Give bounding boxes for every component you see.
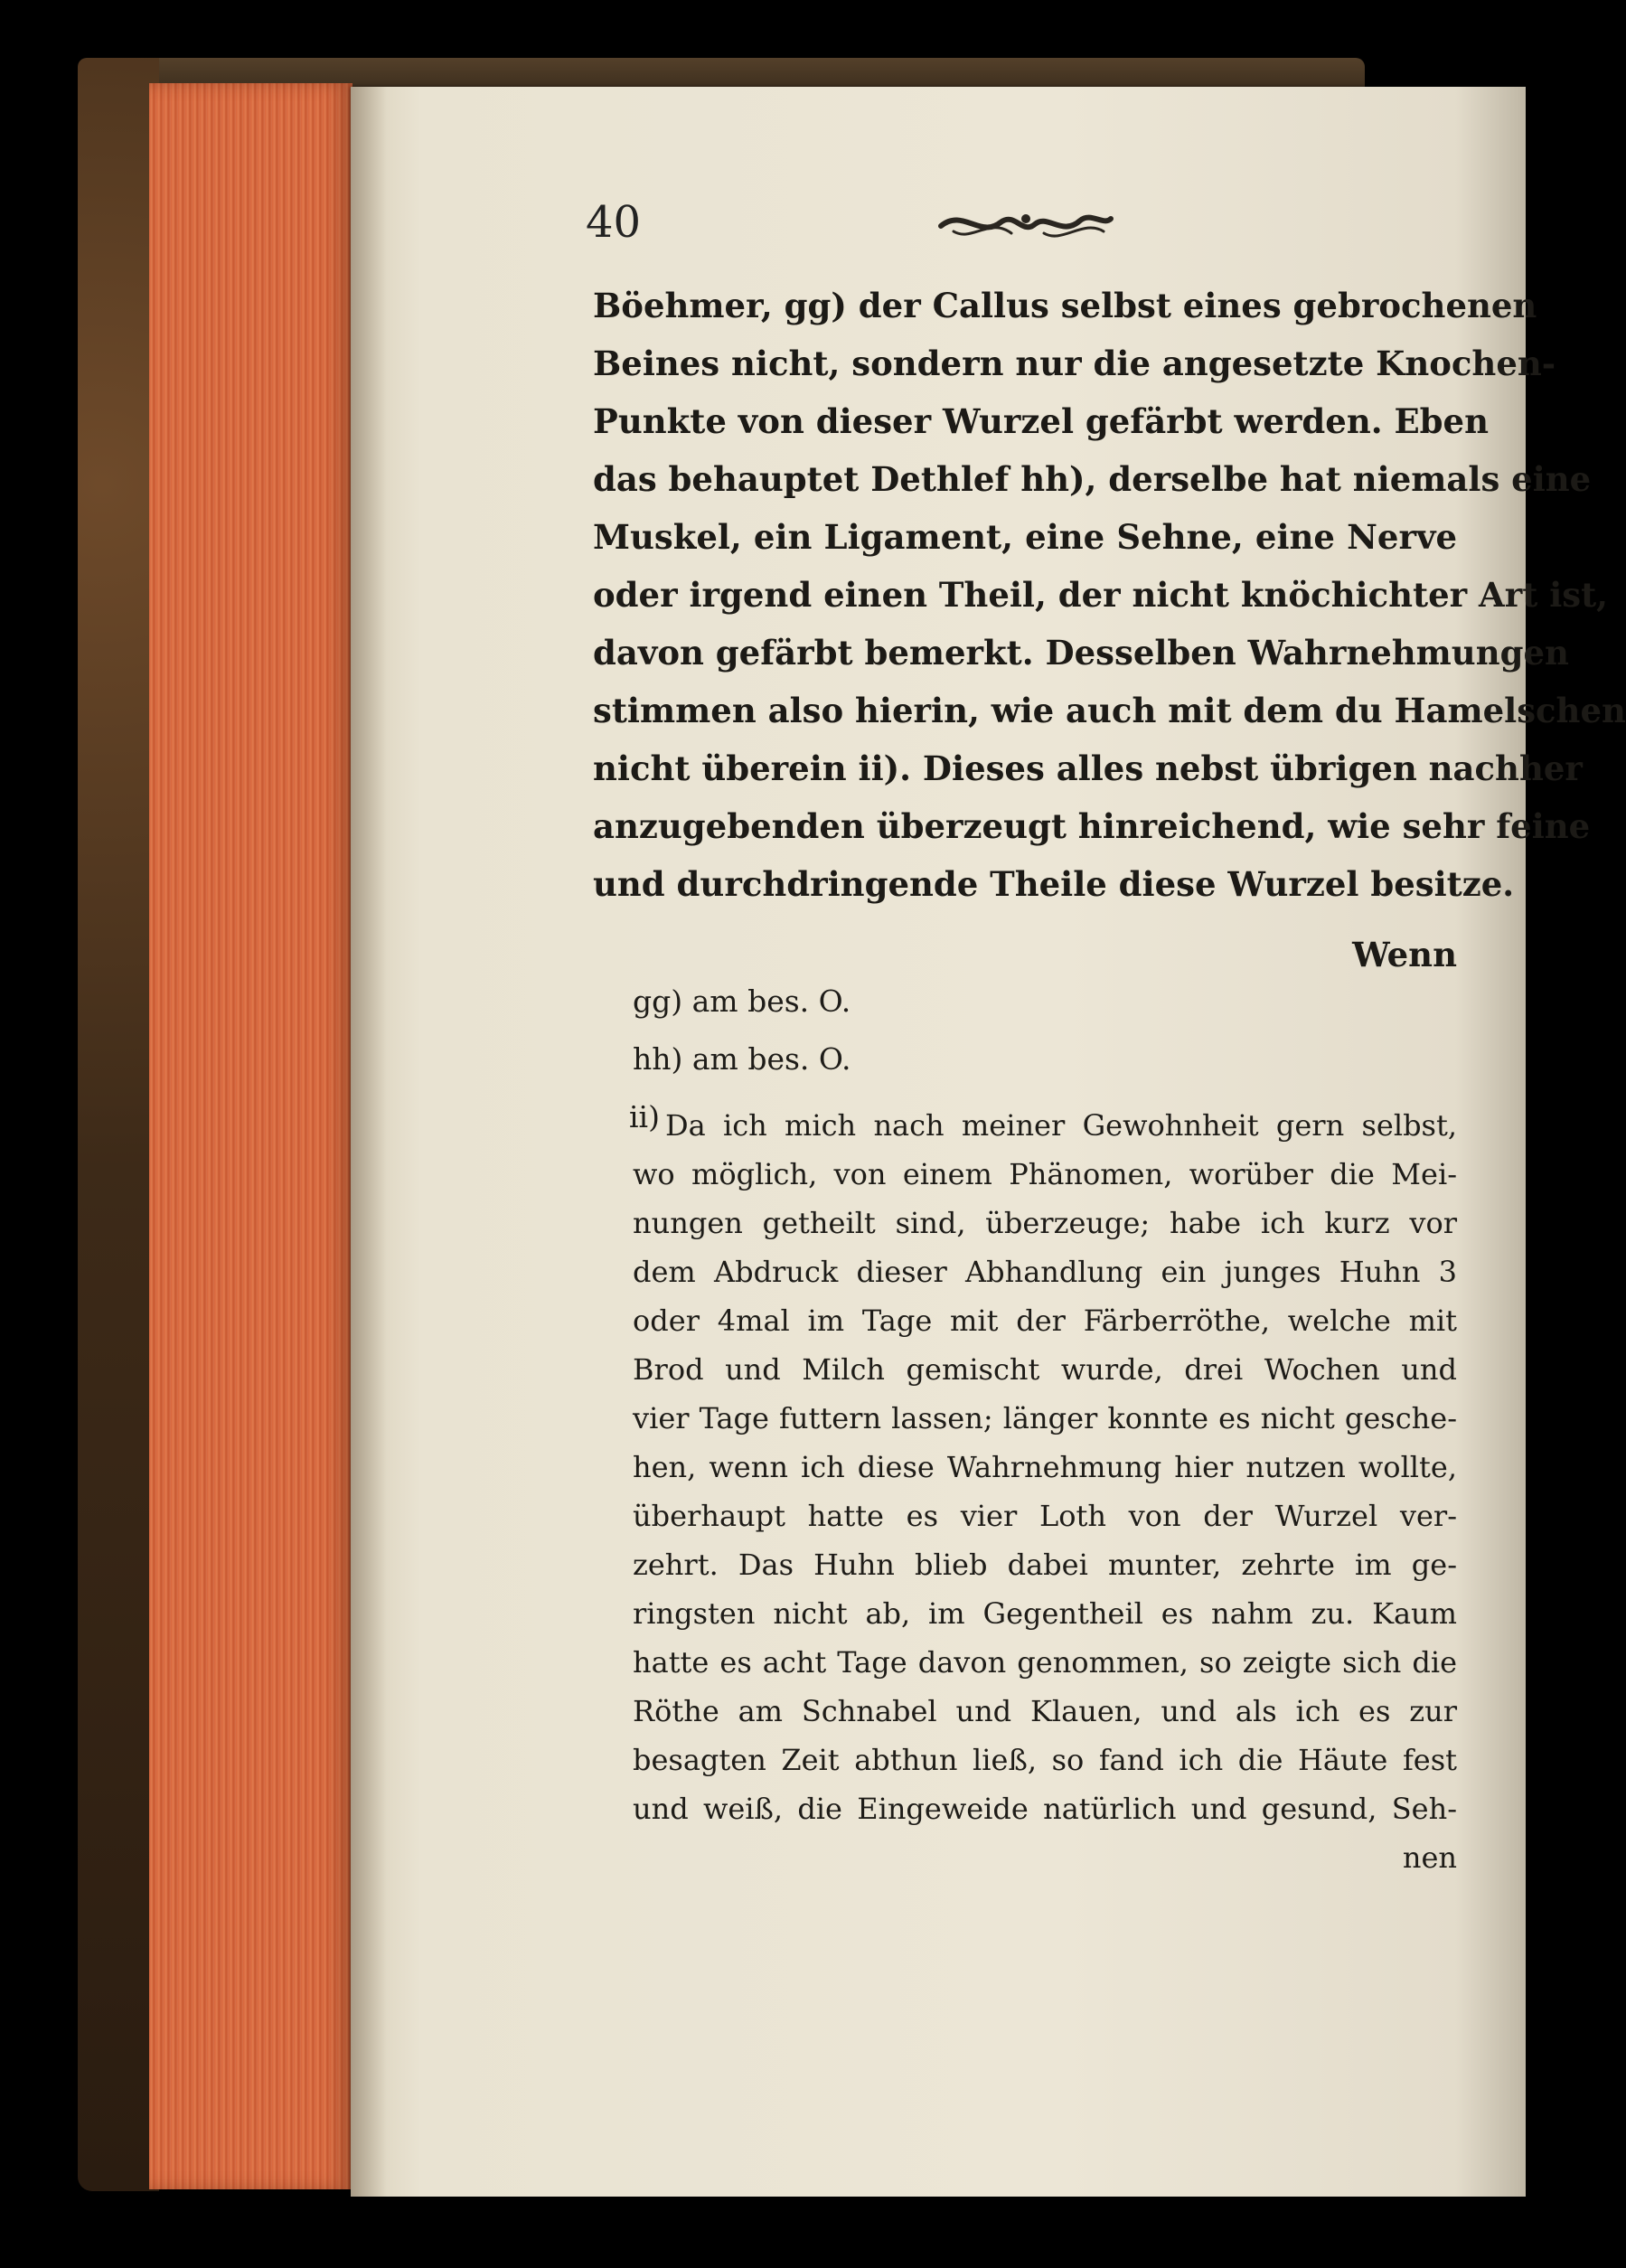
footnote-line: hatte es acht Tage davon genommen, so zeigte sich die (633, 1645, 1457, 1680)
footnote-line: überhaupt hatte es vier Loth von der Wurzel ver- (633, 1499, 1457, 1533)
fleuron-ornament-icon (935, 199, 1116, 249)
text-line: nicht überein ii). Dieses alles nebst übrigen nachher (593, 748, 1583, 788)
footnote-hh: hh) am bes. O. (633, 1041, 851, 1077)
catchword: Wenn (1352, 935, 1457, 974)
footnote-line: Da ich mich nach meiner Gewohnheit gern selbst, (665, 1108, 1457, 1143)
footnote-line: hen, wenn ich diese Wahrnehmung hier nutzen wollte, (633, 1450, 1457, 1484)
footnote-line: dem Abdruck dieser Abhandlung ein junges Huhn 3 (633, 1255, 1457, 1289)
footnote-line: und weiß, die Eingeweide natürlich und gesund, Seh- (633, 1792, 1457, 1826)
text-line: das behauptet Dethlef hh), derselbe hat niemals eine (593, 459, 1592, 499)
page-edges (149, 83, 352, 2189)
footnote-line: oder 4mal im Tage mit der Färberröthe, welche mit (633, 1303, 1457, 1338)
text-line: Punkte von dieser Wurzel gefärbt werden. Eben (593, 401, 1489, 441)
text-line: und durchdringende Theile diese Wurzel besitze. (593, 864, 1515, 904)
text-line: oder irgend einen Theil, der nicht knöchichter Art ist, (593, 575, 1609, 615)
book-cover-spine (78, 58, 159, 2191)
main-text (593, 277, 1626, 913)
footnote-catchword: nen (1402, 1840, 1457, 1875)
footnote-ii (633, 1101, 1457, 1882)
footnote-line: zehrt. Das Huhn blieb dabei munter, zehrte im ge- (633, 1548, 1457, 1582)
footnote-gg: gg) am bes. O. (633, 983, 851, 1019)
footnote-line: Röthe am Schnabel und Klauen, und als ich es zur (633, 1694, 1457, 1728)
footnote-line: Brod und Milch gemischt wurde, drei Wochen und (633, 1352, 1457, 1387)
text-line: Böehmer, gg) der Callus selbst eines gebrochenen (593, 286, 1537, 325)
footnote-line: wo möglich, von einem Phänomen, worüber die Mei- (633, 1157, 1457, 1191)
gutter-shadow (351, 87, 387, 2197)
text-line: anzugebenden überzeugt hinreichend, wie sehr feine (593, 806, 1591, 846)
footnote-line: nungen getheilt sind, überzeuge; habe ich kurz vor (633, 1206, 1457, 1240)
text-line: Beines nicht, sondern nur die angesetzte Knochen- (593, 343, 1556, 383)
text-line: Muskel, ein Ligament, eine Sehne, eine Nerve (593, 517, 1457, 557)
footnote-line: besagten Zeit abthun ließ, so fand ich die Häute fest (633, 1743, 1457, 1777)
footnote-line: vier Tage futtern lassen; länger konnte es nicht gesche- (633, 1401, 1457, 1435)
text-line: davon gefärbt bemerkt. Desselben Wahrnehmungen (593, 633, 1569, 673)
page-number: 40 (586, 197, 642, 248)
footnote-line: ringsten nicht ab, im Gegentheil es nahm zu. Kaum (633, 1596, 1457, 1631)
text-line: stimmen also hierin, wie auch mit dem du Hamelschen (593, 691, 1626, 730)
footnote-ii-label: ii) (629, 1099, 660, 1134)
